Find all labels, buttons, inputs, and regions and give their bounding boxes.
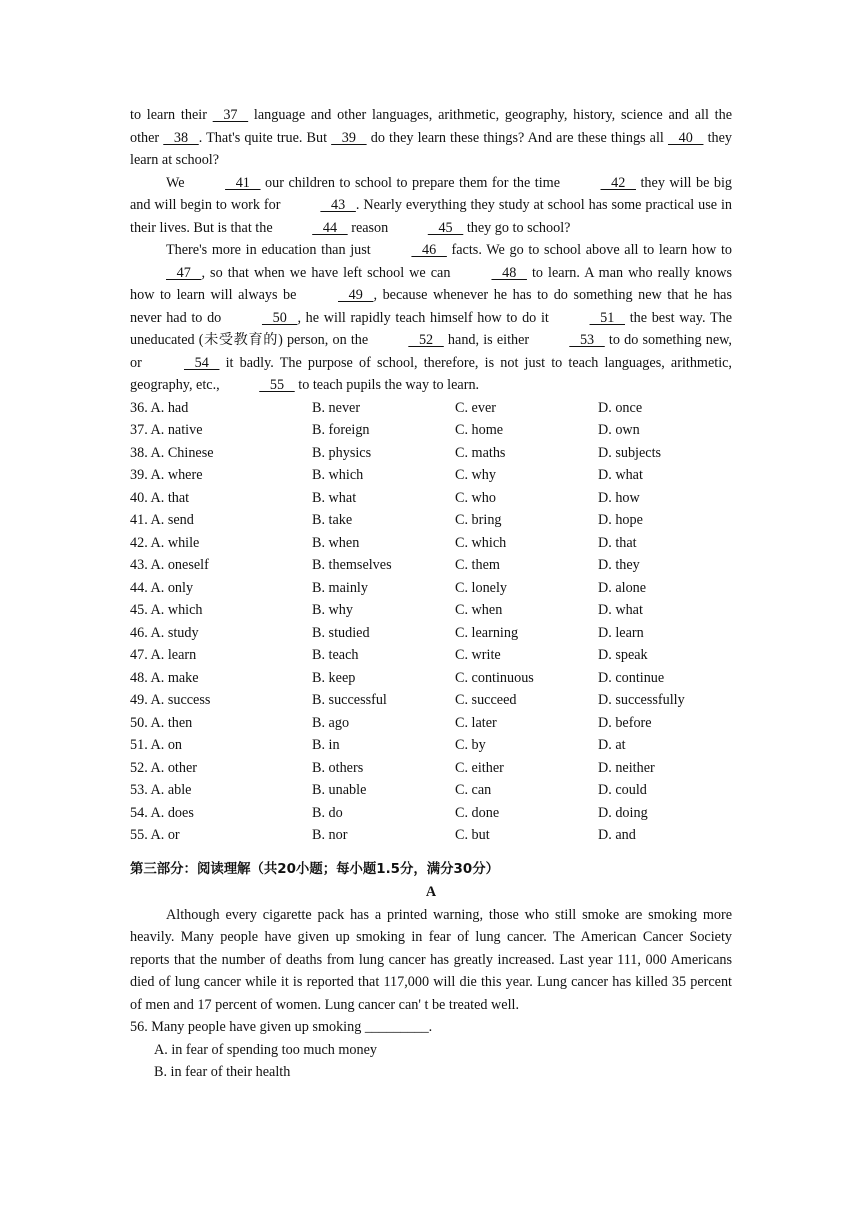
option-b: B. nor xyxy=(312,827,348,843)
option-a: 43. A. oneself xyxy=(130,557,209,573)
option-d: D. own xyxy=(598,422,640,438)
option-row-37 xyxy=(130,419,732,442)
option-row-42 xyxy=(130,532,732,555)
option-c: C. them xyxy=(455,557,500,573)
blank-51: 51 xyxy=(589,309,625,326)
option-b: B. foreign xyxy=(312,422,370,438)
option-b: B. take xyxy=(312,512,353,528)
option-a: 44. A. only xyxy=(130,579,194,596)
option-a: 38. A. Chinese xyxy=(130,444,214,461)
option-a: 37. A. native xyxy=(130,422,203,438)
blank-38: 38 xyxy=(163,129,199,146)
option-row-41 xyxy=(130,509,732,532)
section-3-heading: 第三部分：阅读理解（共20小题；每小题1.5分，满分30分） xyxy=(130,861,499,877)
option-c: C. succeed xyxy=(455,692,517,708)
option-a: 40. A. that xyxy=(130,489,190,506)
option-d: D. before xyxy=(598,714,652,731)
option-row-45 xyxy=(130,599,732,622)
option-d: D. what xyxy=(598,602,643,618)
option-b: B. what xyxy=(312,489,357,506)
option-c: C. later xyxy=(455,714,497,731)
option-d: D. successfully xyxy=(598,692,685,708)
blank-45: 45 xyxy=(427,219,464,236)
blank-52: 52 xyxy=(408,332,444,348)
option-b: B. teach xyxy=(312,647,359,663)
option-row-47 xyxy=(130,644,732,667)
option-c: C. which xyxy=(455,534,507,551)
blank-39: 39 xyxy=(331,129,367,146)
option-a: 48. A. make xyxy=(130,669,199,686)
option-c: C. lonely xyxy=(455,579,508,596)
question-56-choice-a: A. in fear of spending too much money xyxy=(154,1041,378,1058)
option-d: D. hope xyxy=(598,512,643,528)
option-c: C. home xyxy=(455,422,504,438)
option-a: 36. A. had xyxy=(130,399,189,416)
blank-48: 48 xyxy=(491,264,527,281)
option-row-38 xyxy=(130,442,732,465)
option-b: B. do xyxy=(312,804,343,821)
blank-44: 44 xyxy=(312,219,348,236)
option-b: B. in xyxy=(312,737,340,753)
passage-a-text: Although every cigarette pack has a printed warning, those who still smoke are smoking more heavily. Many people have given up smoking in fear of lung cancer. The American Cancer Society reports that the number of deaths from lung cancer has greatly increased. Last year 111, 000 Americans died of lung cancer while it is reported that 117,000 will die this year. Lung cancer has killed 35 percent of men and 17 percent of women. Lung cancer can' t be treated well. xyxy=(130,906,732,1013)
blank-54: 54 xyxy=(183,354,220,371)
option-c: C. bring xyxy=(455,512,502,528)
option-d: D. doing xyxy=(598,804,648,821)
option-b: B. which xyxy=(312,467,364,483)
option-c: C. why xyxy=(455,467,496,483)
option-a: 51. A. on xyxy=(130,737,183,753)
option-d: D. how xyxy=(598,489,640,506)
option-row-44 xyxy=(130,577,732,600)
option-a: 53. A. able xyxy=(130,782,192,798)
blank-40: 40 xyxy=(667,129,704,146)
option-c: C. continuous xyxy=(455,669,534,686)
option-a: 42. A. while xyxy=(130,534,200,551)
option-row-43 xyxy=(130,554,732,577)
cloze-paragraph-2: We 41 our children to school to prepare them for the time 42 they will be big and will begin to work for 43 . Nearly everything they study at school has some practical use in their lives. But is that the 44 reason 45 they go to school? xyxy=(130,172,732,240)
blank-41: 41 xyxy=(225,174,261,191)
option-c: C. either xyxy=(455,759,504,776)
option-b: B. successful xyxy=(312,692,387,708)
option-row-55 xyxy=(130,824,732,847)
option-a: 55. A. or xyxy=(130,827,180,843)
option-b: B. themselves xyxy=(312,557,392,573)
question-56-choice-b: B. in fear of their health xyxy=(154,1064,291,1080)
option-c: C. done xyxy=(455,804,500,821)
option-row-49 xyxy=(130,689,732,712)
option-d: D. neither xyxy=(598,759,655,776)
blank-53: 53 xyxy=(569,332,605,348)
option-b: B. mainly xyxy=(312,579,368,596)
option-a: 54. A. does xyxy=(130,804,194,821)
blank-37: 37 xyxy=(212,107,249,123)
option-d: D. that xyxy=(598,534,637,551)
option-row-46 xyxy=(130,622,732,645)
option-b: B. when xyxy=(312,534,360,551)
option-d: D. subjects xyxy=(598,444,662,461)
cloze-paragraph-3: There's more in education than just 46 facts. We go to school above all to learn how to 47 , so that when we have left school we can 48 to learn. A man who really knows how to learn will always be 49 , because whenever he has to do something new that he has never had to do 50 , he will rapidly teach himself how to do it 51 the best way. The uneducated (未受教育的) person, on the 52 hand, is either 53 to do something new, or 54 it badly. The purpose of school, therefore, is not just to teach languages, arithmetic, geography, etc., 55 to teach pupils the way to learn. xyxy=(130,239,732,397)
option-a: 50. A. then xyxy=(130,714,193,731)
question-56-stem: 56. Many people have given up smoking _________. xyxy=(130,1019,433,1035)
option-d: D. alone xyxy=(598,579,647,596)
option-a: 45. A. which xyxy=(130,602,203,618)
blank-55: 55 xyxy=(259,377,295,393)
option-b: B. physics xyxy=(312,444,372,461)
option-row-50 xyxy=(130,712,732,735)
option-row-48 xyxy=(130,667,732,690)
option-b: B. unable xyxy=(312,782,367,798)
cloze-paragraph-1: to learn their 37 language and other languages, arithmetic, geography, history, science and all the other 38 . That's quite true. But 39 do they learn these things? And are these things all 40 they learn at school? xyxy=(130,104,732,172)
passage-a-label: A xyxy=(425,884,437,900)
option-row-39 xyxy=(130,464,732,487)
option-row-51 xyxy=(130,734,732,757)
option-b: B. studied xyxy=(312,624,370,641)
exam-content xyxy=(130,104,732,1084)
blank-43: 43 xyxy=(320,197,356,213)
option-c: C. who xyxy=(455,489,496,506)
option-d: D. could xyxy=(598,782,647,798)
option-a: 41. A. send xyxy=(130,512,194,528)
option-c: C. ever xyxy=(455,399,496,416)
blank-47: 47 xyxy=(166,264,202,281)
option-d: D. at xyxy=(598,737,626,753)
option-a: 39. A. where xyxy=(130,467,203,483)
blank-50: 50 xyxy=(261,309,298,326)
option-d: D. speak xyxy=(598,647,648,663)
option-d: D. what xyxy=(598,467,643,483)
blank-49: 49 xyxy=(338,287,374,303)
option-c: C. learning xyxy=(455,624,519,641)
option-b: B. ago xyxy=(312,714,350,731)
option-row-54 xyxy=(130,802,732,825)
option-d: D. learn xyxy=(598,624,644,641)
option-d: D. they xyxy=(598,557,640,573)
option-c: C. maths xyxy=(455,444,506,461)
option-c: C. by xyxy=(455,737,486,753)
option-d: D. continue xyxy=(598,669,665,686)
option-a: 47. A. learn xyxy=(130,647,197,663)
option-a: 49. A. success xyxy=(130,692,211,708)
option-row-40 xyxy=(130,487,732,510)
option-row-52 xyxy=(130,757,732,780)
option-d: D. once xyxy=(598,399,643,416)
option-a: 52. A. other xyxy=(130,759,197,776)
blank-46: 46 xyxy=(411,242,447,258)
option-c: C. when xyxy=(455,602,503,618)
option-b: B. why xyxy=(312,602,353,618)
blank-42: 42 xyxy=(600,174,636,191)
option-a: 46. A. study xyxy=(130,624,199,641)
option-row-53 xyxy=(130,779,732,802)
option-c: C. but xyxy=(455,827,490,843)
option-c: C. write xyxy=(455,647,501,663)
option-b: B. keep xyxy=(312,669,356,686)
option-d: D. and xyxy=(598,827,636,843)
cloze-options-list xyxy=(130,397,732,847)
option-row-36 xyxy=(130,397,732,420)
option-c: C. can xyxy=(455,782,492,798)
option-b: B. never xyxy=(312,399,361,416)
option-b: B. others xyxy=(312,759,364,776)
